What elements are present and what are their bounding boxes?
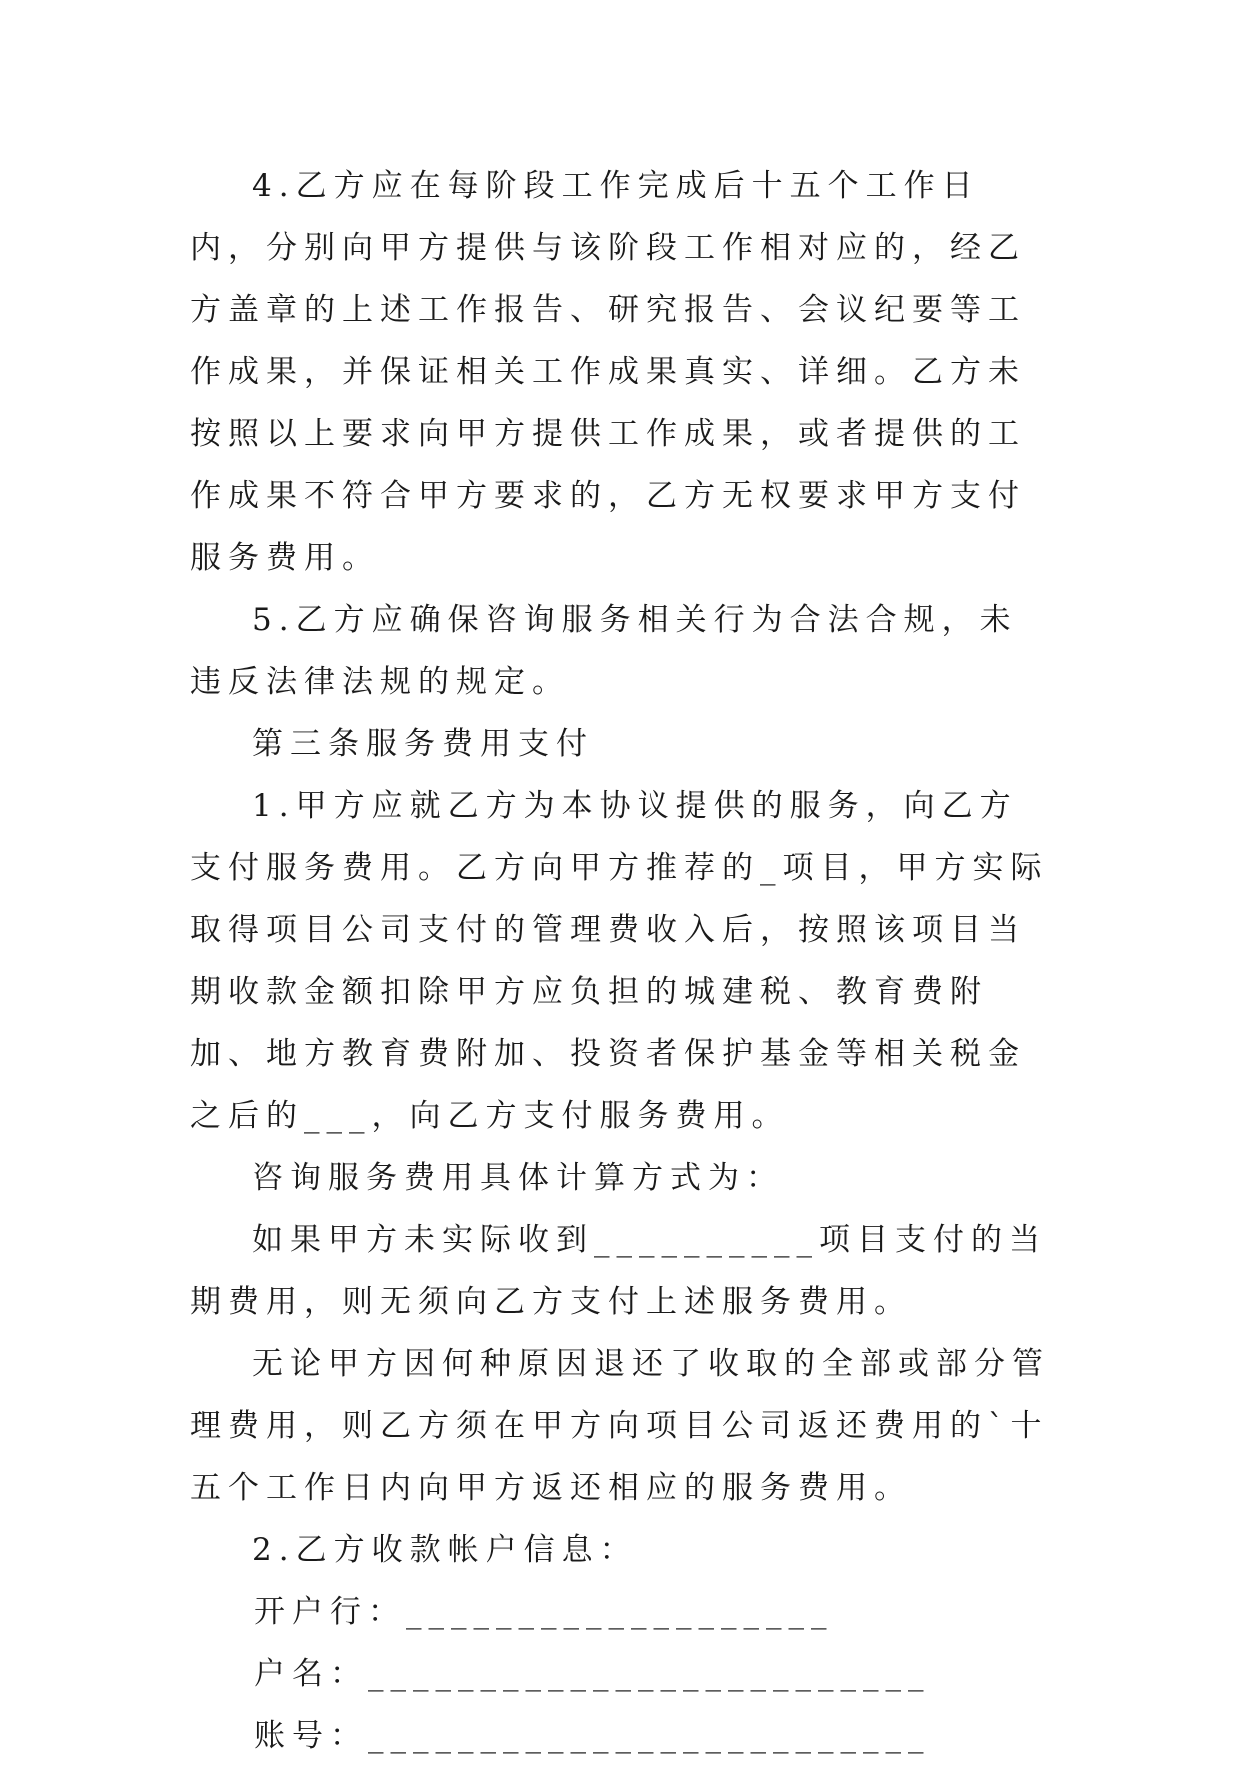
account-info-heading: 2.乙方收款帐户信息：	[252, 1532, 638, 1568]
fee-calculation-label: 咨询服务费用具体计算方式为：	[252, 1160, 784, 1196]
bank-name-field: 开户行：___________________	[254, 1594, 834, 1630]
fee-condition-paragraph: 如果甲方未实际收到__________项目支付的当期费用，则无须向乙方支付上述服务费用。	[190, 1222, 1047, 1320]
clause-4-paragraph: 4.乙方应在每阶段工作完成后十五个工作日内，分别向甲方提供与该阶段工作相对应的，经乙方盖章的上述工作报告、研究报告、会议纪要等工作成果，并保证相关工作成果真实、详细。乙方未按照以上要求向甲方提供工作成果，或者提供的工作成果不符合甲方要求的，乙方无权要求甲方支付服务费用。	[190, 168, 1026, 576]
account-name-field: 户名：_________________________	[254, 1656, 931, 1692]
document-page	[190, 155, 1052, 1767]
fee-refund-paragraph: 无论甲方因何种原因退还了收取的全部或部分管理费用，则乙方须在甲方向项目公司返还费用的`十五个工作日内向甲方返还相应的服务费用。	[190, 1346, 1050, 1506]
article-3-heading: 第三条服务费用支付	[252, 726, 594, 762]
account-number-field: 账号：_________________________	[254, 1718, 931, 1754]
fee-clause-1-paragraph: 1.甲方应就乙方为本协议提供的服务，向乙方支付服务费用。乙方向甲方推荐的_项目，甲方实际取得项目公司支付的管理费收入后，按照该项目当期收款金额扣除甲方应负担的城建税、教育费附加、地方教育费附加、投资者保护基金等相关税金之后的___，向乙方支付服务费用。	[190, 788, 1049, 1134]
clause-5-paragraph: 5.乙方应确保咨询服务相关行为合法合规，未违反法律法规的规定。	[190, 602, 1018, 700]
